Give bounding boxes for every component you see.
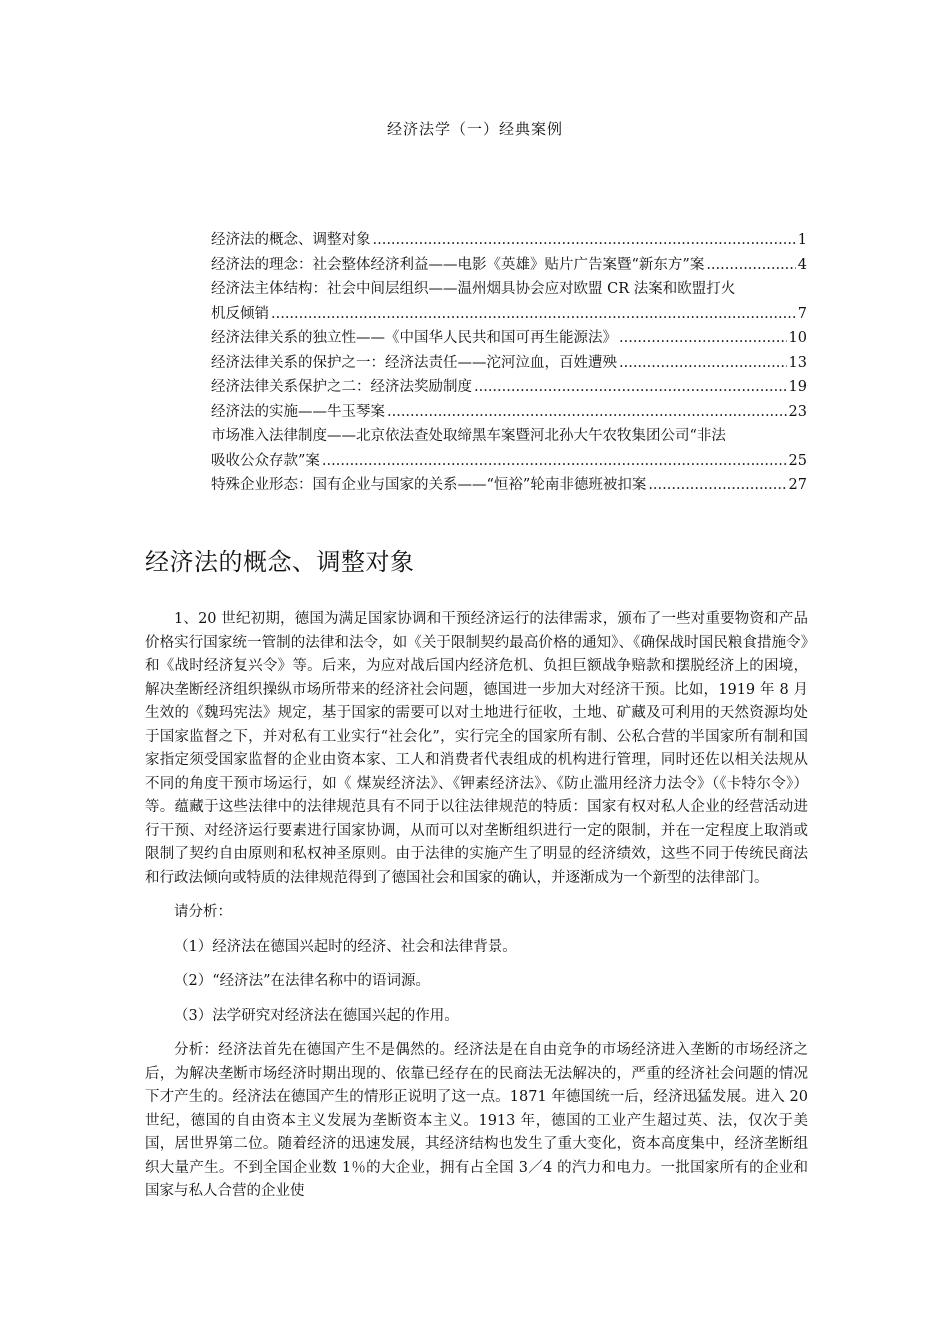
- question-item: （1）经济法在德国兴起时的经济、社会和法律背景。: [174, 938, 517, 955]
- toc-entry[interactable]: [211, 277, 807, 326]
- toc-entry[interactable]: [211, 424, 807, 473]
- toc-leader: [474, 375, 787, 400]
- case-paragraph: 1、20 世纪初期，德国为满足国家协调和干预经济运行的法律需求，颁布了一些对重要物资和产品价格实行国家统一管制的法律和法令，如《关于限制契约最高价格的通知》、《确保战时国民粮食措施令》和《战时经济复兴令》等。后来，为应对战后国内经济危机、负担巨额战争赔款和摆脱经济上的困境，解决垄断经济组织操纵市场所带来的经济社会问题，德国进一步加大对经济干预。比如，1919 年 8 月生效的《魏玛宪法》规定，基于国家的需要可以对土地进行征收，土地、矿藏及可利用的天然资源均处于国家监督之下，并对私有工业实行“社会化”，实行完全的国家所有制、公私合营的半国家所有制和国家指定须受国家监督的企业由资本家、工人和消费者代表组成的机构进行管理，同时还佐以相关法规从不同的角度干预市场运行，如《 煤炭经济法》、《钾素经济法》、《防止滥用经济力法令》（《卡特尔令》）等。蕴藏于这些法律中的法律规范具有不同于以往法律规范的特质：国家有权对私人企业的经营活动进行干预、对经济运行要素进行国家协调，从而可以对垄断组织进行一定的限制，并在一定程度上取消或限制了契约自由原则和私权神圣原则。由于法律的实施产生了明显的经济绩效，这些不同于传统民商法和行政法倾向或特质的法律规范得到了德国社会和国家的确认，并逐渐成为一个新型的法律部门。: [145, 611, 808, 886]
- toc-leader: [322, 449, 787, 474]
- toc-entry-text-continued: 吸收公众存款”案: [211, 452, 320, 469]
- toc-page-number: 1: [797, 232, 807, 248]
- table-of-contents: [211, 228, 807, 498]
- toc-entry[interactable]: [211, 400, 807, 425]
- toc-entry-text: 经济法主体结构：社会中间层组织——温州烟具协会应对欧盟 CR 法案和欧盟打火: [211, 281, 736, 297]
- toc-leader: [648, 473, 786, 498]
- toc-page-number: 4: [797, 256, 807, 273]
- toc-entry[interactable]: [211, 228, 807, 253]
- toc-entry[interactable]: [211, 473, 807, 498]
- toc-page-number: 27: [788, 477, 807, 493]
- toc-entry-text: 经济法的理念：社会整体经济利益——电影《英雄》贴片广告案暨“新东方”案: [211, 256, 705, 273]
- toc-entry-text: 经济法律关系保护之二：经济法奖励制度: [211, 379, 472, 395]
- toc-entry-text-continued: 机反倾销: [211, 305, 269, 322]
- section-body: [145, 608, 808, 1204]
- toc-leader: [373, 228, 796, 253]
- toc-page-number: 10: [788, 330, 807, 346]
- toc-entry-text: 特殊企业形态：国有企业与国家的关系——“恒裕”轮南非德班被扣案: [211, 477, 647, 493]
- toc-page-number: 13: [788, 354, 807, 371]
- toc-entry[interactable]: [211, 351, 807, 376]
- toc-entry[interactable]: [211, 326, 807, 351]
- toc-leader: [619, 326, 787, 351]
- analysis-prompt: 请分析：: [174, 904, 232, 920]
- toc-entry-text: 经济法律关系的独立性——《中国华人民共和国可再生能源法》: [211, 330, 617, 346]
- toc-leader: [706, 253, 795, 278]
- document-title: 经济法学（一）经典案例: [386, 120, 563, 138]
- toc-entry-text: 经济法的概念、调整对象: [211, 232, 371, 248]
- toc-page-number: 25: [788, 452, 807, 469]
- toc-page-number: 19: [788, 379, 807, 395]
- toc-entry[interactable]: [211, 375, 807, 400]
- toc-leader: [619, 351, 787, 376]
- toc-entry-text: 经济法律关系的保护之一：经济法责任——沱河泣血，百姓遭殃: [211, 354, 617, 371]
- toc-entry-text: 经济法的实施——牛玉琴案: [211, 403, 385, 420]
- question-item: （2）“经济法”在法律名称中的语词源。: [174, 973, 431, 989]
- toc-entry-text: 市场准入法律制度——北京依法查处取缔黑车案暨河北孙大午农牧集团公司“非法: [211, 428, 726, 444]
- toc-entry[interactable]: [211, 253, 807, 278]
- toc-page-number: 7: [797, 305, 807, 322]
- toc-leader: [271, 302, 796, 327]
- question-item: （3）法学研究对经济法在德国兴起的作用。: [174, 1007, 459, 1024]
- toc-leader: [387, 400, 787, 425]
- analysis-paragraph: 分析：经济法首先在德国产生不是偶然的。经济法是在自由竞争的市场经济进入垄断的市场经济之后，为解决垄断市场经济时期出现的、依靠已经存在的民商法无法解决的，严重的经济社会问题的情况下才产生的。经济法在德国产生的情形正说明了这一点。1871 年德国统一后，经济迅猛发展。进入 20 世纪，德国的自由资本主义发展为垄断资本主义。1913 年，德国的工业产生超过英、法，仅次于美国，居世界第二位。随着经济的迅速发展，其经济结构也发生了重大变化，资本高度集中，经济垄断组织大量产生。不到全国企业数 1％的大企业，拥有占全国 3／4 的汽力和电力。一批国家所有的企业和国家与私人合营的企业使: [145, 1042, 808, 1199]
- section-heading: 经济法的概念、调整对象: [145, 548, 415, 576]
- toc-page-number: 23: [788, 403, 807, 420]
